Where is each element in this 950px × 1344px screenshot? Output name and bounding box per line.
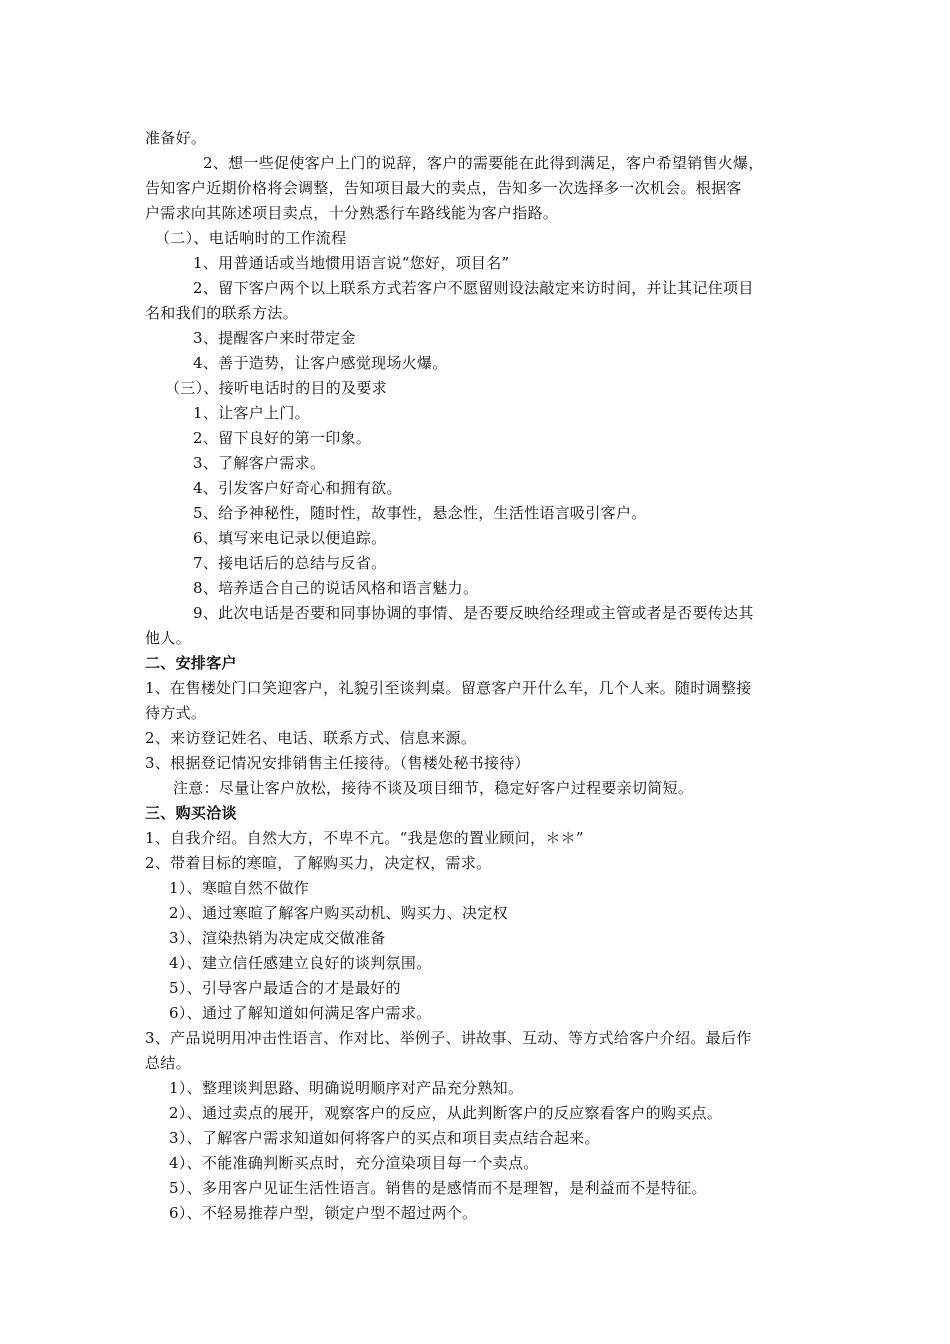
text-line: 3、提醒客户来时带定金 bbox=[193, 329, 356, 347]
text-line: 告知客户近期价格将会调整，告知项目最大的卖点，告知多一次选择多一次机会。根据客 bbox=[145, 179, 742, 197]
text-line: 待方式。 bbox=[145, 704, 207, 722]
text-line: 3、产品说明用冲击性语言、作对比、举例子、讲故事、互动、等方式给客户介绍。最后作 bbox=[145, 1029, 752, 1047]
list-item: 1）、寒暄自然不做作 bbox=[169, 879, 310, 897]
text-line: 6、填写来电记录以便追踪。 bbox=[193, 529, 387, 547]
text-line: 1、用普通话或当地惯用语言说“您好，项目名” bbox=[193, 254, 510, 272]
text-line: 3、根据登记情况安排销售主任接待。（售楼处秘书接待） bbox=[145, 754, 530, 772]
list-item: 3）、渲染热销为决定成交做准备 bbox=[169, 929, 386, 947]
list-item: 3）、了解客户需求知道如何将客户的买点和项目卖点结合起来。 bbox=[169, 1129, 600, 1147]
section-heading: 三、购买洽谈 bbox=[145, 804, 237, 822]
text-line: 2、来访登记姓名、电话、联系方式、信息来源。 bbox=[145, 729, 477, 747]
list-item: 5）、多用客户见证生活性语言。销售的是感情而不是理智，是利益而不是特征。 bbox=[169, 1179, 707, 1197]
text-line: 5、给予神秘性，随时性，故事性，悬念性，生活性语言吸引客户。 bbox=[193, 504, 647, 522]
section-heading: 二、安排客户 bbox=[145, 654, 237, 672]
text-line: 8、培养适合自己的说话风格和语言魅力。 bbox=[193, 579, 479, 597]
text-line: 他人。 bbox=[145, 629, 191, 647]
text-line: 1、让客户上门。 bbox=[193, 404, 310, 422]
note-line: 注意：尽量让客户放松，接待不谈及项目细节，稳定好客户过程要亲切简短。 bbox=[173, 779, 694, 797]
text-line: 总结。 bbox=[145, 1054, 191, 1072]
text-line: 3、了解客户需求。 bbox=[193, 454, 326, 472]
text-line: 1、自我介绍。自然大方，不卑不亢。“我是您的置业顾问，＊＊” bbox=[145, 829, 584, 847]
text-line: 2、想一些促使客户上门的说辞，客户的需要能在此得到满足，客户希望销售火爆， bbox=[203, 154, 764, 172]
text-line: 4、引发客户好奇心和拥有欲。 bbox=[193, 479, 402, 497]
text-line: 2、留下良好的第一印象。 bbox=[193, 429, 372, 447]
text-line: 4、善于造势，让客户感觉现场火爆。 bbox=[193, 354, 448, 372]
section-subheading: （三）、接听电话时的目的及要求 bbox=[165, 379, 388, 397]
list-item: 4）、建立信任感建立良好的谈判氛围。 bbox=[169, 954, 432, 972]
list-item: 6）、通过了解知道如何满足客户需求。 bbox=[169, 1004, 432, 1022]
list-item: 5）、引导客户最适合的才是最好的 bbox=[169, 979, 401, 997]
list-item: 2）、通过寒暄了解客户购买动机、购买力、决定权 bbox=[169, 904, 508, 922]
text-line: 9、此次电话是否要和同事协调的事情、是否要反映给经理或主管或者是否要传达其 bbox=[193, 604, 754, 622]
text-line: 名和我们的联系方法。 bbox=[145, 304, 299, 322]
list-item: 4）、不能准确判断买点时，充分渲染项目每一个卖点。 bbox=[169, 1154, 539, 1172]
text-line: 2、带着目标的寒暄，了解购买力，决定权，需求。 bbox=[145, 854, 492, 872]
text-line: 准备好。 bbox=[145, 129, 207, 147]
list-item: 2）、通过卖点的展开，观察客户的反应，从此判断客户的反应察看客户的购买点。 bbox=[169, 1104, 723, 1122]
list-item: 1）、整理谈判思路、明确说明顺序对产品充分熟知。 bbox=[169, 1079, 524, 1097]
section-subheading: （二）、电话响时的工作流程 bbox=[155, 229, 347, 247]
text-line: 2、留下客户两个以上联系方式若客户不愿留则设法敲定来访时间，并让其记住项目 bbox=[193, 279, 754, 297]
text-line: 7、接电话后的总结与反省。 bbox=[193, 554, 387, 572]
text-line: 1、在售楼处门口笑迎客户，礼貌引至谈判桌。留意客户开什么车，几个人来。随时调整接 bbox=[145, 679, 752, 697]
text-line: 户需求向其陈述项目卖点，十分熟悉行车路线能为客户指路。 bbox=[145, 204, 559, 222]
list-item: 6）、不轻易推荐户型，锁定户型不超过两个。 bbox=[169, 1204, 478, 1222]
